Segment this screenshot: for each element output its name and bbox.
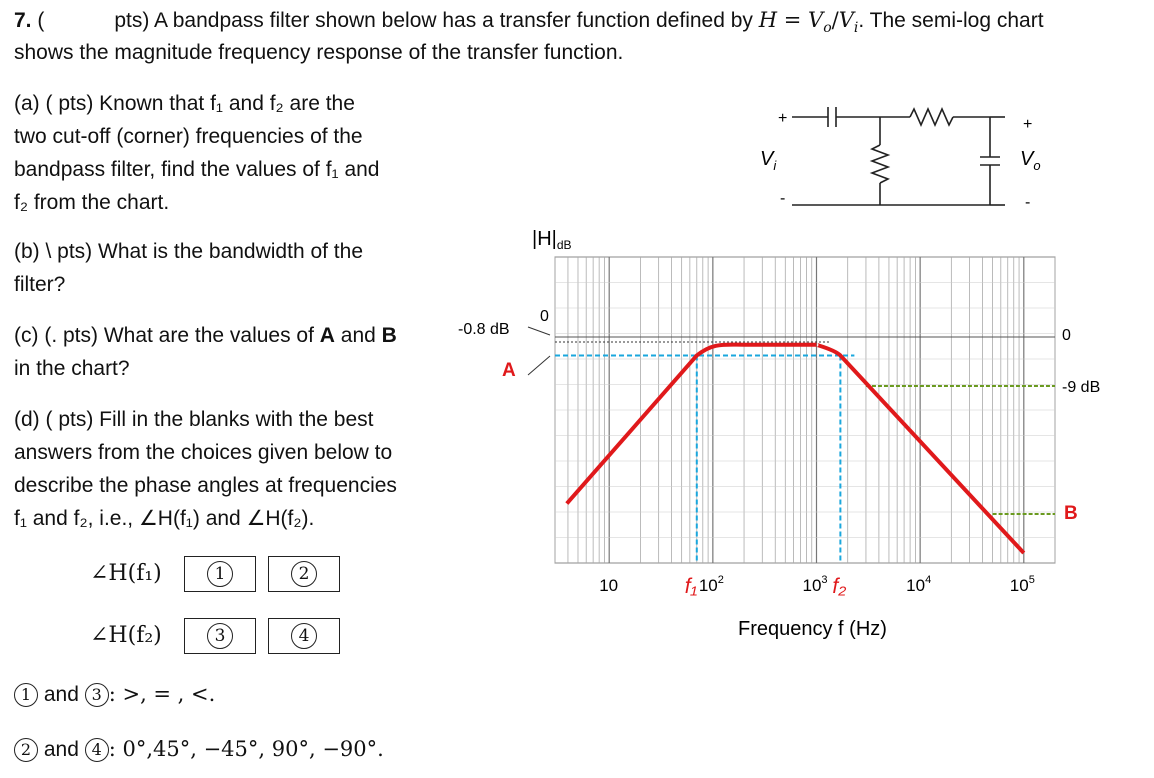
problem-statement-line2: shows the magnitude frequency response of the transfer function.	[14, 41, 624, 64]
x-tick-label: $10^3$	[802, 574, 828, 595]
part-d-line1: (d) ( pts) Fill in the blanks with the best	[14, 408, 374, 431]
choice-and-2: and	[38, 738, 85, 761]
part-b-line1: (b) \ pts) What is the bandwidth of the	[14, 240, 364, 263]
circuit-plus-in: +	[778, 110, 788, 127]
circuit-diagram	[740, 95, 1070, 220]
x-tick-label: 10	[599, 576, 619, 595]
vi-subscript: i	[853, 20, 859, 37]
choices-line2	[14, 733, 384, 766]
part-d-line4: f₁ and f₂, i.e., ∠H(f₁) and ∠H(f₂).	[14, 507, 315, 530]
ref-leader	[528, 327, 550, 335]
f2-label: f₂	[832, 575, 847, 598]
part-c-B: B	[381, 324, 397, 347]
part-d-line2: answers from the choices given below to	[14, 441, 393, 464]
H-symbol: H	[758, 8, 778, 32]
circled-1: 1	[207, 561, 233, 587]
magnitude-curve	[567, 345, 1024, 553]
part-c-line1	[14, 320, 397, 352]
right-minus9-label: -9 dB	[1062, 379, 1101, 396]
intro-text-a: pts) A bandpass filter shown below has a transfer function defined by	[114, 9, 759, 32]
blank-box-3[interactable]	[184, 618, 256, 654]
part-a-line1: (a) ( pts) Known that f₁ and f₂ are the	[14, 92, 355, 115]
choices-angles: : 0°,45°, −45°, 90°, −90°.	[108, 737, 384, 761]
x-tick-label: $10^4$	[906, 574, 932, 595]
open-paren: (	[37, 9, 45, 32]
choice-circ-4: 4	[85, 738, 109, 762]
x-tick-label: $10^5$	[1009, 574, 1035, 595]
left-zero-label: 0	[540, 308, 549, 325]
part-a-line2: two cut-off (corner) frequencies of the	[14, 125, 363, 148]
circuit-plus-out: +	[1023, 116, 1033, 133]
part-c-text: (c) (. pts) What are the values of	[14, 324, 320, 347]
blank-box-1[interactable]	[184, 556, 256, 592]
part-c-line2: in the chart?	[14, 357, 130, 380]
chart-reference-lines	[528, 327, 1055, 563]
x-tick-label: $10^2$	[698, 574, 724, 595]
right-zero-label: 0	[1062, 327, 1071, 344]
A-label: A	[502, 360, 516, 381]
left-ref-label: -0.8 dB	[458, 321, 510, 338]
intro-text-b: . The semi-log chart	[858, 9, 1044, 32]
choice-and-1: and	[38, 683, 85, 706]
f1-label: f₁	[684, 575, 698, 598]
blank-box-4[interactable]	[268, 618, 340, 654]
part-d-line3: describe the phase angles at frequencies	[14, 474, 397, 497]
part-a-line4: f₂ from the chart.	[14, 191, 170, 214]
A-leader	[528, 356, 550, 375]
bode-magnitude-chart	[450, 225, 1140, 655]
choices-relations: : >, = , <.	[108, 682, 216, 706]
angle-H-f1-label: ∠H(f₁)	[90, 561, 162, 586]
circled-3: 3	[207, 623, 233, 649]
part-a-line3: bandpass filter, find the values of f₁ and	[14, 158, 380, 181]
choices-line1	[14, 678, 215, 711]
part-c-A: A	[319, 324, 335, 347]
circuit-minus-out: -	[1025, 194, 1031, 211]
B-label: B	[1064, 503, 1078, 524]
problem-number: 7.	[14, 9, 32, 32]
part-b-line2: filter?	[14, 273, 66, 296]
vo-symbol: V	[808, 8, 824, 32]
blank-box-2[interactable]	[268, 556, 340, 592]
choice-circ-1: 1	[14, 683, 38, 707]
circled-2: 2	[291, 561, 317, 587]
part-c-and: and	[334, 324, 382, 347]
circled-4: 4	[291, 623, 317, 649]
circuit-minus-in: -	[780, 190, 786, 207]
circuit-vin: $V_i$	[760, 148, 777, 173]
chart-grid	[555, 257, 1055, 563]
angle-H-f2-label: ∠H(f₂)	[90, 623, 162, 648]
x-axis-label: Frequency f (Hz)	[738, 618, 887, 640]
x-tick-labels	[599, 574, 1035, 595]
vo-subscript: o	[823, 20, 832, 37]
slash: /	[831, 8, 839, 32]
equals-sign: =	[777, 8, 809, 32]
circuit-vout: $V_o$	[1020, 148, 1041, 173]
choice-circ-2: 2	[14, 738, 38, 762]
vi-symbol: V	[838, 8, 854, 32]
choice-circ-3: 3	[85, 683, 109, 707]
y-axis-label: $|H|_{dB}$	[532, 228, 572, 252]
